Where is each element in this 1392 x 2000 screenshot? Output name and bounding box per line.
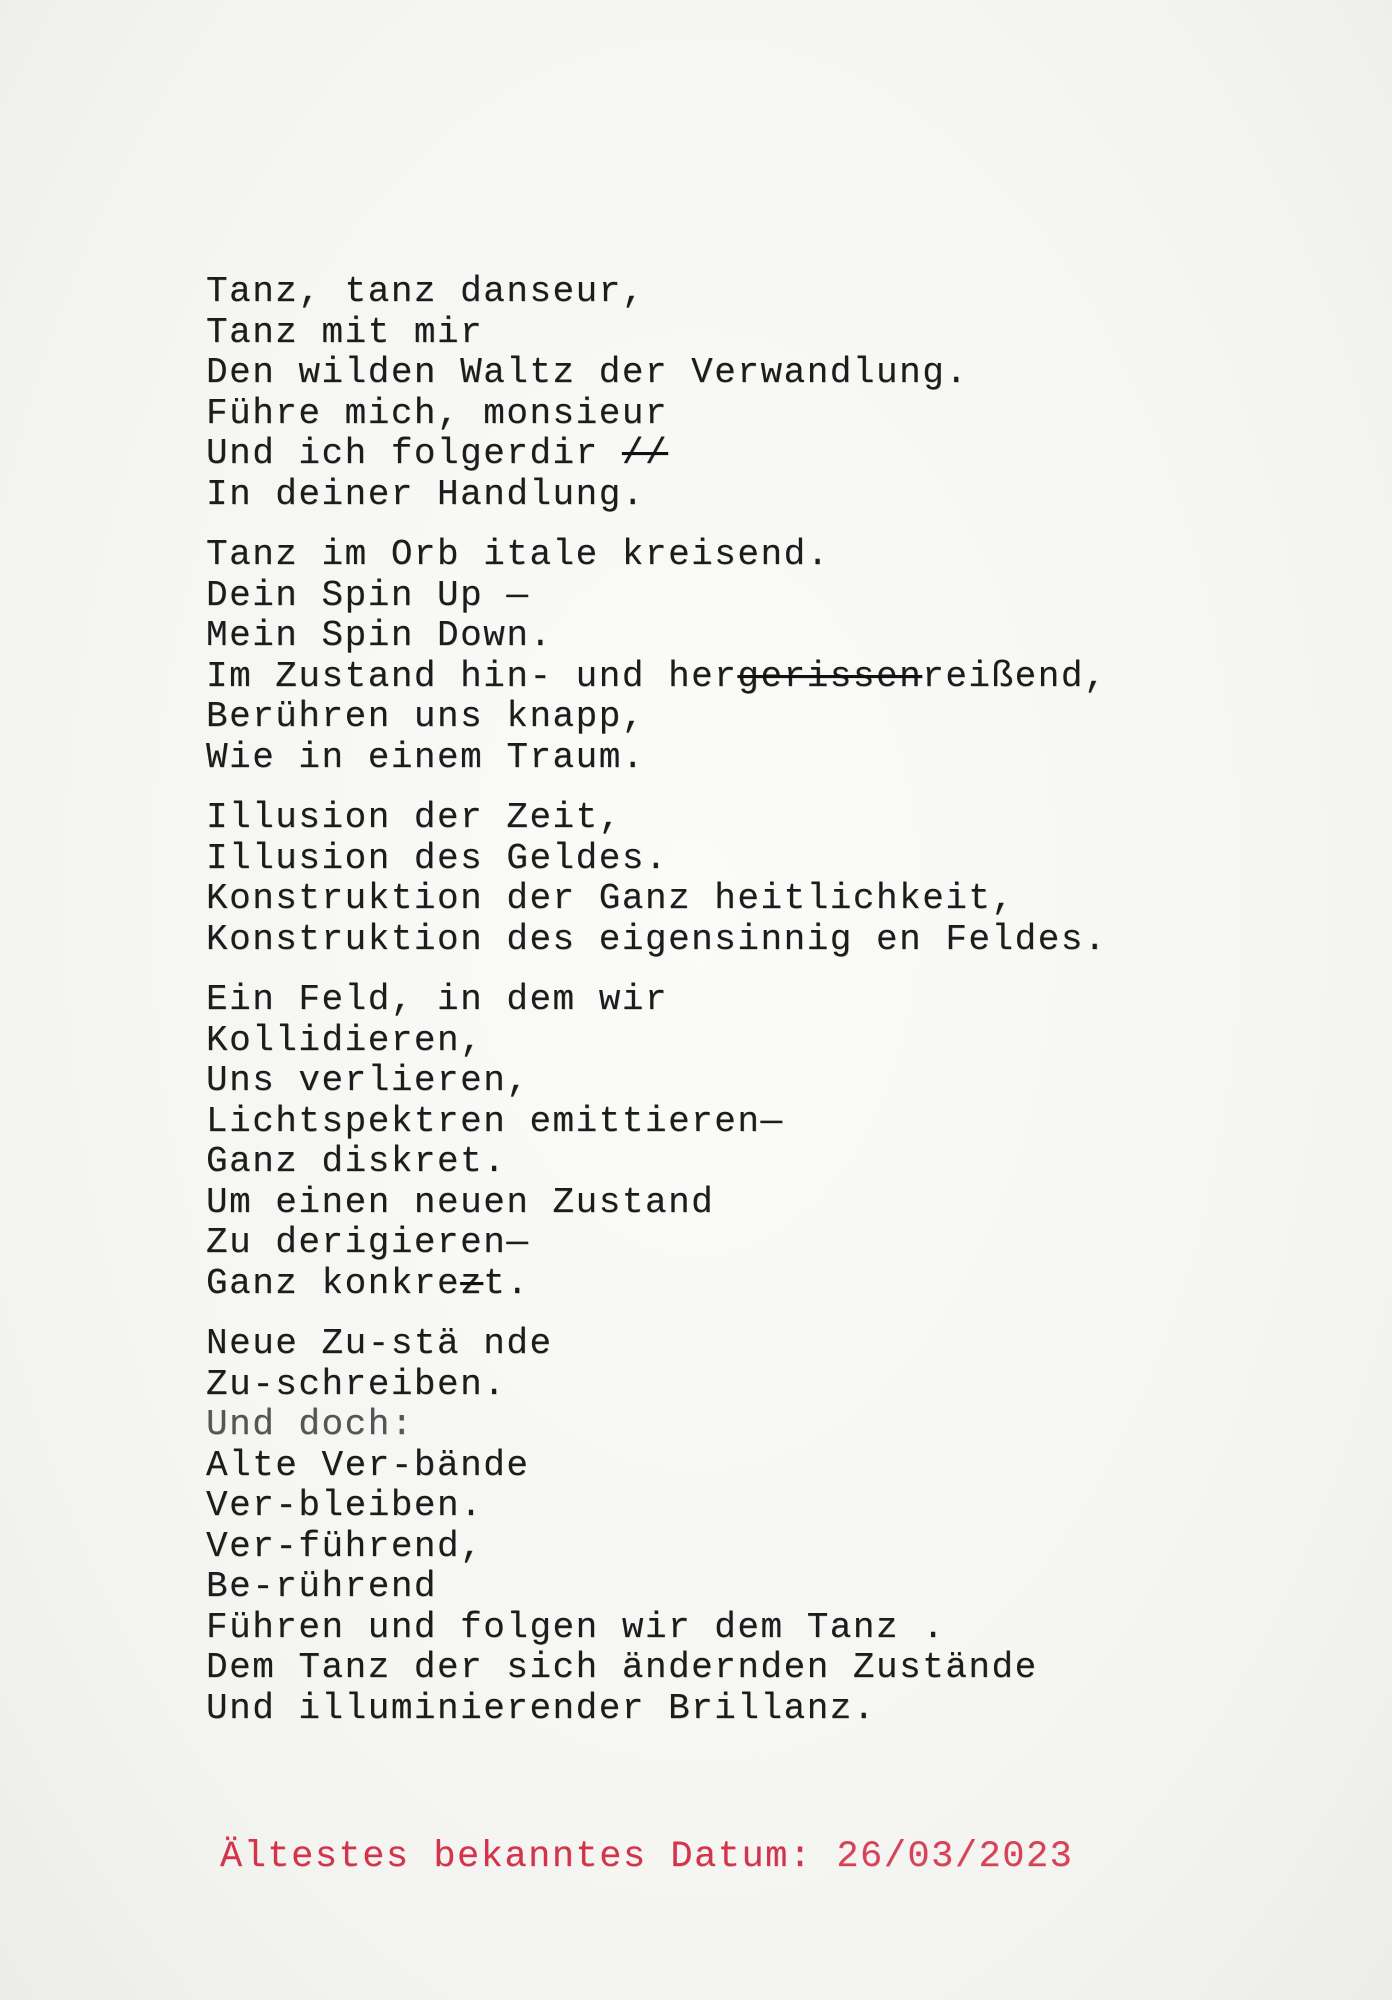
- poem-line: In deiner Handlung.: [206, 473, 645, 515]
- struck-text: //: [621, 433, 669, 474]
- poem-line: Illusion des Geldes.: [206, 837, 669, 879]
- poem-line: Berühren uns knapp,: [206, 696, 645, 737]
- line-text: Und ich folgerdir: [206, 433, 622, 474]
- poem-line: Uns verlieren,: [206, 1060, 530, 1101]
- poem-line: Alte Ver-bände: [206, 1444, 530, 1486]
- poem-line: Tanz mit mir: [206, 311, 484, 353]
- date-stamp-label: Ältestes bekanntes Datum:: [220, 1836, 813, 1878]
- poem-line: Ver-bleiben.: [206, 1485, 484, 1526]
- stanza-3: [206, 798, 1326, 960]
- poem-line: Zu derigieren—: [206, 1222, 530, 1263]
- poem-line: Und illuminierender Brillanz.: [206, 1687, 877, 1729]
- poem-line: Ver-führend,: [206, 1525, 484, 1567]
- poem-line: Illusion der Zeit,: [206, 797, 622, 838]
- stanza-4: [206, 980, 1326, 1304]
- poem-line: Den wilden Waltz der Verwandlung.: [206, 352, 969, 393]
- stanza-1: [206, 272, 1326, 515]
- line-text: t.: [483, 1262, 530, 1304]
- poem-line: [206, 657, 1326, 698]
- struck-text: z: [460, 1262, 484, 1304]
- poem-line: Dein Spin Up —: [206, 574, 530, 616]
- poem-line: Ganz diskret.: [206, 1141, 507, 1182]
- poem-line: Be-rührend: [206, 1566, 438, 1607]
- poem-line: Zu-schreiben.: [206, 1363, 507, 1405]
- date-stamp-value: 26/03/2023: [836, 1836, 1074, 1878]
- poem-line: Kollidieren,: [206, 1019, 484, 1061]
- poem-line: Und doch:: [206, 1404, 414, 1445]
- poem-line: Mein Spin Down.: [206, 615, 553, 656]
- poem-line: Neue Zu-stä nde: [206, 1323, 553, 1364]
- line-text: reißend,: [922, 655, 1108, 697]
- poem-line: Tanz, tanz danseur,: [206, 271, 645, 312]
- poem-line: Ein Feld, in dem wir: [206, 979, 669, 1020]
- line-text: Ganz konkre: [206, 1262, 461, 1304]
- poem-line: Tanz im Orb itale kreisend.: [206, 534, 830, 575]
- poem-line: Wie in einem Traum.: [206, 736, 645, 778]
- stanza-2: [206, 535, 1326, 778]
- poem-line: Lichtspektren emittieren—: [206, 1100, 784, 1142]
- poem-line: Konstruktion der Ganz heitlichkeit,: [206, 878, 1015, 919]
- line-text: Im Zustand hin- und her: [206, 655, 738, 697]
- poem-line: Dem Tanz der sich ändernden Zustände: [206, 1647, 1038, 1688]
- stanza-5: [206, 1324, 1326, 1729]
- poem-line: Führe mich, monsieur: [206, 392, 669, 434]
- poem-line: Um einen neuen Zustand: [206, 1181, 715, 1223]
- date-stamp: [220, 1836, 1073, 1878]
- poem-line: [206, 1264, 1326, 1305]
- poem-line: [206, 434, 1326, 475]
- poem-line: Konstruktion des eigensinnig en Feldes.: [206, 918, 1108, 960]
- struck-text: gerissen: [737, 655, 923, 697]
- poem-line: Führen und folgen wir dem Tanz .: [206, 1606, 946, 1648]
- poem: [206, 272, 1326, 1749]
